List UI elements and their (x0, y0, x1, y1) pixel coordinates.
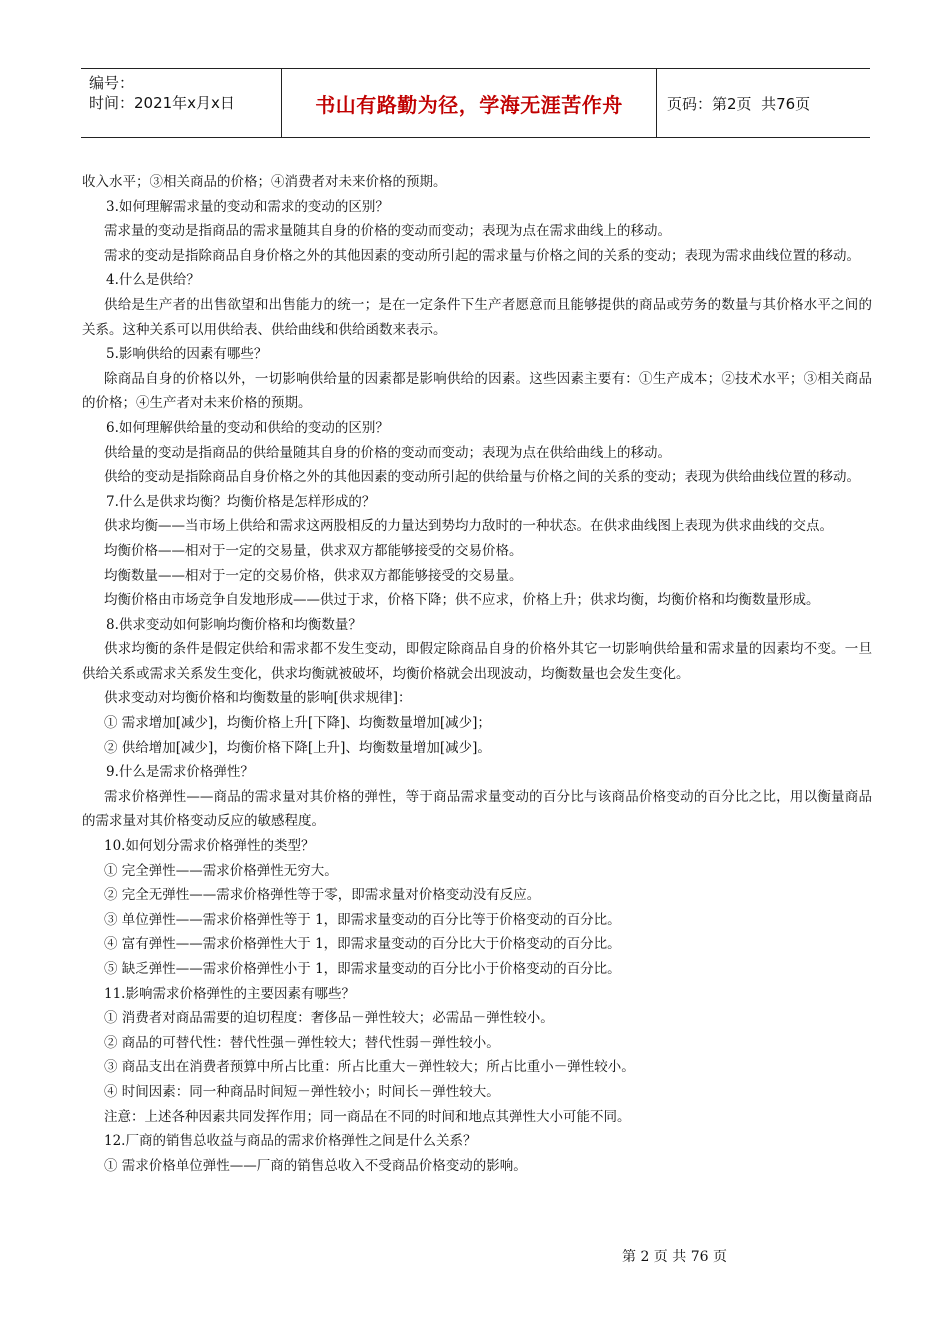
paragraph: 需求量的变动是指商品的需求量随其自身的价格的变动而变动；表现为点在需求曲线上的移动。 (104, 223, 671, 240)
page-footer: 第 2 页 共 76 页 (622, 1249, 727, 1265)
paragraph: 供求变动对均衡价格和均衡数量的影响[供求规律]： (104, 690, 412, 707)
paragraph: ① 消费者对商品需要的迫切程度：奢侈品－弹性较大；必需品－弹性较小。 (104, 1010, 554, 1027)
paragraph: ④ 时间因素：同一种商品时间短－弹性较小；时间长－弹性较大。 (104, 1083, 500, 1100)
paragraph: 需求价格弹性——商品的需求量对其价格的弹性，等于商品需求量变动的百分比与该商品价格变动的百分比之比，用以衡量商品的需求量对其价格变动反应的敏感程度。 (82, 788, 872, 830)
paragraph: 10.如何划分需求价格弹性的类型？ (104, 838, 315, 855)
paragraph: ③ 商品支出在消费者预算中所占比重：所占比重大－弹性较大；所占比重小－弹性较小。 (104, 1059, 635, 1076)
header-page-number: 页码：第2页 共76页 (667, 94, 811, 113)
question-heading: 4.什么是供给？ (106, 272, 200, 289)
paragraph: ② 完全无弹性——需求价格弹性等于零，即需求量对价格变动没有反应。 (104, 887, 541, 904)
header-meta (81, 69, 281, 137)
paragraph: ① 需求价格单位弹性——厂商的销售总收入不受商品价格变动的影响。 (104, 1157, 527, 1174)
question-heading: 9.什么是需求价格弹性？ (106, 764, 254, 781)
paragraph: 均衡价格——相对于一定的交易量，供求双方都能够接受的交易价格。 (104, 542, 523, 559)
paragraph: 供给的变动是指除商品自身价格之外的其他因素的变动所引起的供给量与价格之间的关系的变动；表现为供给曲线位置的移动。 (104, 469, 860, 486)
paragraph: 均衡数量——相对于一定的交易价格，供求双方都能够接受的交易量。 (104, 567, 523, 584)
paragraph: ① 需求增加[减少]，均衡价格上升[下降]、均衡数量增加[减少]； (104, 715, 491, 732)
paragraph: 供求均衡的条件是假定供给和需求都不发生变动，即假定除商品自身的价格外其它一切影响供给量和需求量的因素均不变。一旦供给关系或需求关系发生变化，供求均衡就被破坏，均衡价格就会出现波动，均衡数量也会发生变化。 (82, 641, 872, 682)
paragraph: ① 完全弹性——需求价格弹性无穷大。 (104, 862, 338, 879)
question-heading: 8.供求变动如何影响均衡价格和均衡数量？ (106, 616, 362, 633)
paragraph: 均衡价格由市场竞争自发地形成——供过于求，价格下降；供不应求，价格上升；供求均衡，均衡价格和均衡数量形成。 (104, 592, 820, 609)
paragraph: 12.厂商的销售总收益与商品的需求价格弹性之间是什么关系？ (104, 1133, 477, 1150)
document-body (82, 170, 872, 1178)
page-header (81, 68, 870, 138)
paragraph: 供给是生产者的出售欲望和出售能力的统一；是在一定条件下生产者愿意而且能够提供的商品或劳务的数量与其价格水平之间的关系。这种关系可以用供给表、供给曲线和供给函数来表示。 (82, 296, 872, 338)
paragraph: 需求的变动是指除商品自身价格之外的其他因素的变动所引起的需求量与价格之间的关系的变动；表现为需求曲线位置的移动。 (104, 247, 860, 264)
paragraph: ② 商品的可替代性：替代性强－弹性较大；替代性弱－弹性较小。 (104, 1034, 500, 1051)
paragraph: 注意：上述各种因素共同发挥作用；同一商品在不同的时间和地点其弹性大小可能不同。 (104, 1108, 631, 1125)
document-number: 编号： (89, 74, 135, 92)
question-heading: 5.影响供给的因素有哪些？ (106, 346, 268, 363)
document-date: 时间：2021年x月x日 (89, 94, 235, 112)
paragraph: ④ 富有弹性——需求价格弹性大于 1，即需求量变动的百分比大于价格变动的百分比。 (104, 936, 621, 953)
paragraph: 供给量的变动是指商品的供给量随其自身的价格的变动而变动；表现为点在供给曲线上的移动。 (104, 444, 671, 461)
paragraph: 供求均衡——当市场上供给和需求这两股相反的力量达到势均力敌时的一种状态。在供求曲线图上表现为供求曲线的交点。 (104, 518, 833, 535)
paragraph: ⑤ 缺乏弹性——需求价格弹性小于 1，即需求量变动的百分比小于价格变动的百分比。 (104, 961, 621, 977)
header-motto: 书山有路勤为径，学海无涯苦作舟 (281, 69, 657, 137)
paragraph: ③ 单位弹性——需求价格弹性等于 1，即需求量变动的百分比等于价格变动的百分比。 (104, 911, 621, 928)
paragraph: 除商品自身的价格以外，一切影响供给量的因素都是影响供给的因素。这些因素主要有：①生产成本；②技术水平；③相关商品的价格；④生产者对未来价格的预期。 (82, 370, 872, 412)
paragraph: ② 供给增加[减少]，均衡价格下降[上升]、均衡数量增加[减少]。 (104, 739, 491, 756)
paragraph: 11.影响需求价格弹性的主要因素有哪些？ (104, 985, 355, 1002)
question-heading: 7.什么是供求均衡？均衡价格是怎样形成的？ (106, 493, 376, 510)
question-heading: 6.如何理解供给量的变动和供给的变动的区别？ (106, 419, 389, 436)
paragraph: 收入水平；③相关商品的价格；④消费者对未来价格的预期。 (82, 174, 447, 190)
question-heading: 3.如何理解需求量的变动和需求的变动的区别？ (106, 198, 389, 215)
